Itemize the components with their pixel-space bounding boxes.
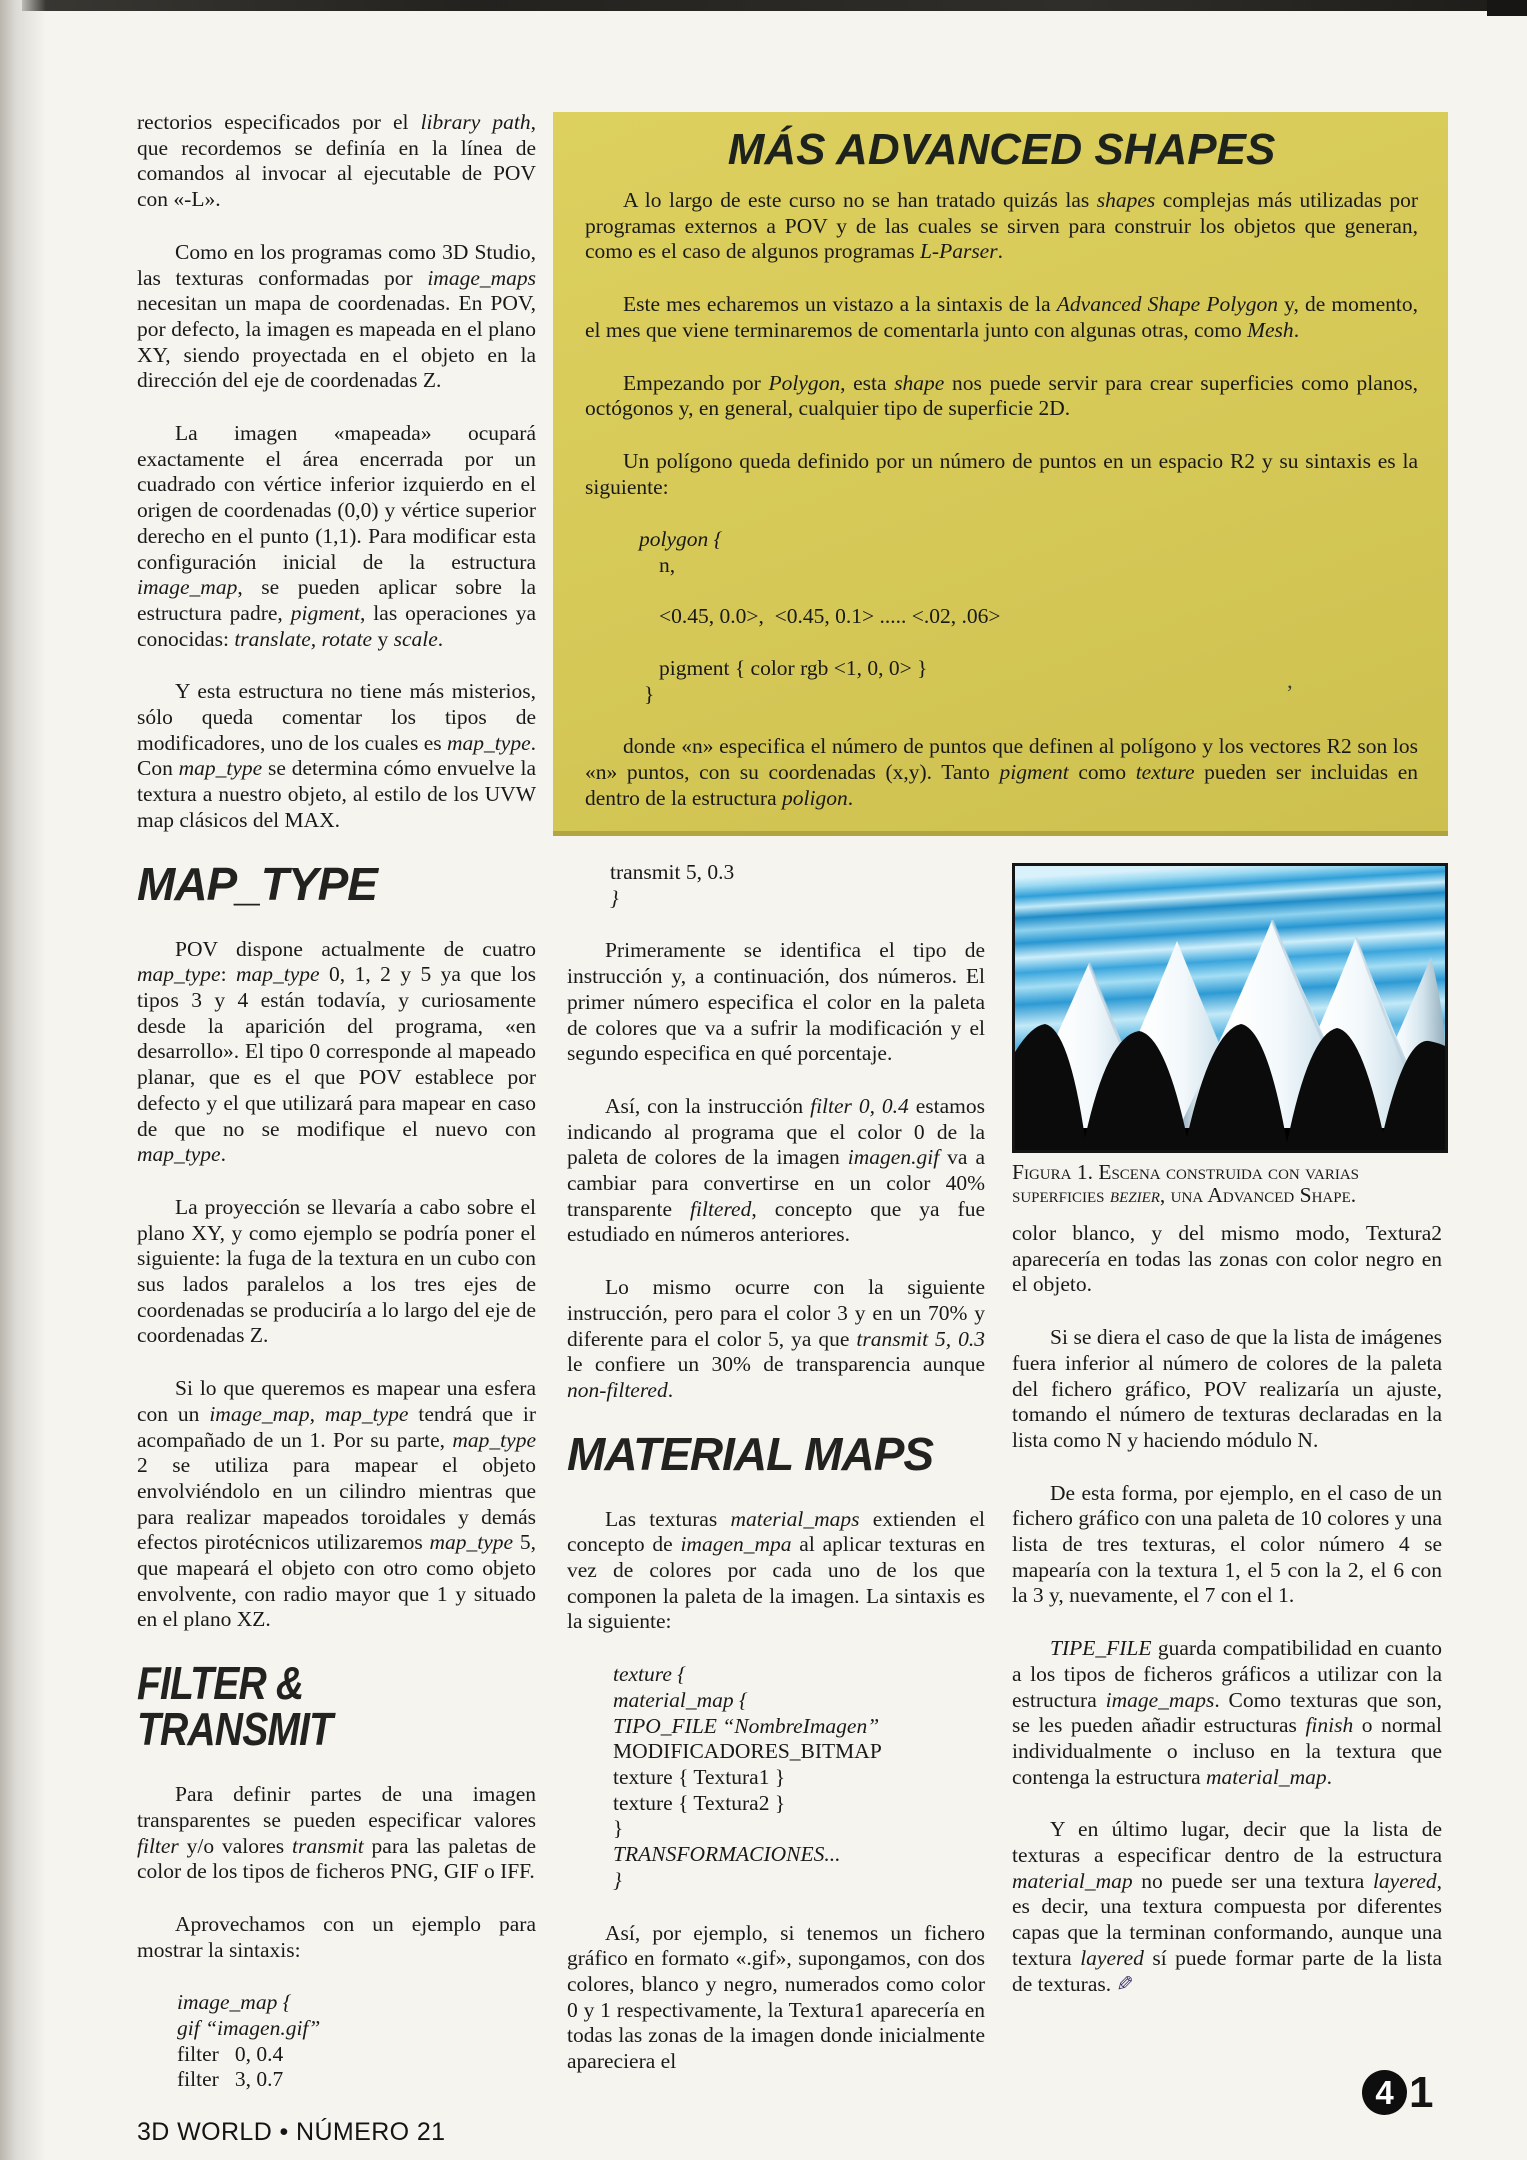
code-transmit: [567, 860, 985, 911]
paragraph: Si lo que queremos es mapear una esfera con un image_map, map_type tendrá que ir acompañado de un 1. Por su parte, map_type 2 se utiliza para mapear el objeto envolviéndolo en un cilindro mientras que para realizar mapeados toroidales y demás efectos pirotécnicos utilizaremos map_type 5, que mapeará el objeto con otro como objeto envolvente, con radio mayor que 1 y situado en el plano XZ.: [137, 1376, 537, 1632]
paragraph: Así, con la instrucción filter 0, 0.4 estamos indicando al programa que el color 0 de la paleta de colores de la imagen imagen.gif va a cambiar para convertirse en un color 40% transparente filtered, concepto que ya fue estudiado en números anteriores.: [567, 1093, 986, 1247]
paragraph: Primeramente se identifica el tipo de instrucción y, a continuación, dos números. El primer número especifica el color en la paleta de colores que va a sufrir la modificación y el segundo especifica en qué porcentaje.: [567, 938, 985, 1066]
paragraph: Empezando por Polygon, esta shape nos puede servir para crear superficies como planos, octógonos y, en general, cualquier tipo de superficie 2D.: [585, 370, 1418, 421]
box-title: MÁS ADVANCED SHAPES: [727, 125, 1276, 174]
paragraph: Aprovechamos con un ejemplo para mostrar la sintaxis:: [137, 1911, 536, 1962]
code-line: transmit 5, 0.3: [610, 860, 735, 884]
heading-filter-transmit: FILTER & TRANSMIT: [137, 1657, 333, 1756]
code-line: polygon {: [639, 527, 723, 552]
code-line-blank: [639, 630, 1418, 656]
footer-magazine-name: 3D WORLD • NÚMERO 21: [137, 2118, 446, 2147]
page-number-digit: 1: [1409, 2067, 1434, 2117]
paragraph: Este mes echaremos un vistazo a la sintaxis de la Advanced Shape Polygon y, de momento, el mes que viene terminaremos de comentarla junto con algunas otras, como Mesh.: [585, 292, 1419, 342]
paragraph: Lo mismo ocurre con la siguiente instrucción, pero para el color 3 y en un 70% y diferente para el color 5, ya que transmit 5, 0.3 le confiere un 30% de transparencia aunque non-filtered.: [567, 1275, 986, 1402]
figure-1: [1012, 863, 1442, 1153]
code-line: texture {: [613, 1662, 686, 1687]
paragraph: POV dispone actualmente de cuatro map_type: map_type 0, 1, 2 y 5 ya que los tipos 3 y 4 están todavía, y curiosamente desde la aparición del programa, «en desarrollo». El tipo 0 corresponde al mapeado planar, que es el que POV establece por defecto y el que utilizará para mapear en caso de que no se modifique el nuevo con map_type.: [137, 936, 536, 1167]
code-line-blank: [639, 579, 1418, 605]
scan-edge-corner: [1487, 0, 1527, 16]
right-column: [1012, 863, 1442, 2024]
paragraph: Para definir partes de una imagen transparentes se pueden especificar valores filter y/o valores transmit para las paletas de color de los tipos de ficheros PNG, GIF o IFF.: [137, 1782, 536, 1884]
heading-material-maps: MATERIAL MAPS: [567, 1427, 934, 1480]
paragraph: Y esta estructura no tiene más misterios, sólo queda comentar los tipos de modificadores, uno de los cuales es map_type. Con map_type se determina cómo envuelve la textura a nuestro objeto, al estilo de los UVW map clásicos del MAX.: [137, 679, 536, 832]
code-line: filter 0, 0.4: [177, 2041, 284, 2066]
code-line: pigment { color rgb <1, 0, 0> }: [659, 655, 928, 680]
paragraph: rectorios especificados por el library path, que recordemos se definía en la línea de comandos al invocar al ejecutable de POV con «-L».: [137, 110, 536, 212]
code-material-map: [567, 1662, 985, 1893]
code-line: MODIFICADORES_BITMAP: [613, 1739, 882, 1764]
paragraph: Así, por ejemplo, si tenemos un fichero gráfico en formato «.gif», supongamos, con dos colores, blanco y negro, numerados como color 0 y 1 respectivamente, la Textura1 aparecería en todas las zonas de la imagen donde inicialmente apareciera el: [567, 1920, 985, 2074]
scan-edge-left: [0, 0, 46, 2160]
paragraph: TIPE_FILE guarda compatibilidad en cuanto a los tipos de ficheros gráficos a utilizar con la estructura image_maps. Como texturas que son, se les pueden añadir estructuras finish o normal individualmente o incluso en la textura que contenga la estructura material_map.: [1012, 1636, 1442, 1789]
code-line: <0.45, 0.0>, <0.45, 0.1> ..... <.02, .06>: [659, 604, 1001, 629]
paragraph: A lo largo de este curso no se han tratado quizás las shapes complejas más utilizadas por programas externos a POV y de las cuales se sirven para construir los objetos que generan, como es el caso de algunos programas L-Parser.: [585, 188, 1418, 264]
paragraph: donde «n» especifica el número de puntos que definen al polígono y los vectores R2 son los «n» puntos, con su coordenadas (x,y). Tanto pigment como texture pueden ser incluidas en dentro de la estructura poligon.: [585, 734, 1418, 810]
code-line: TIPO_FILE “NombreImagen”: [613, 1713, 880, 1738]
code-line: }: [613, 1867, 622, 1892]
figure-1-caption: Figura 1. Escena construida con varias superficies bezier, una Advanced Shape.: [1012, 1160, 1360, 1207]
code-line: image_map {: [177, 1990, 292, 2015]
code-image-map: [137, 1990, 536, 2093]
paragraph: Como en los programas como 3D Studio, las texturas conformadas por image_maps necesitan un mapa de coordenadas. En POV, por defecto, la imagen es mapeada en el plano XY, siendo proyectada en el objeto en la dirección del eje de coordenadas Z.: [137, 239, 536, 393]
code-line: TRANSFORMACIONES...: [613, 1842, 841, 1867]
page-number: [1362, 2067, 1434, 2117]
code-line: texture { Textura1 }: [613, 1764, 786, 1789]
paragraph: De esta forma, por ejemplo, en el caso de un fichero gráfico con una paleta de 10 colores y una lista de tres texturas, el color número 4 se mapearía con la textura 1, el 5 con la 2, el 6 con la 3 y, nuevamente, el 7 con el 1.: [1012, 1480, 1442, 1608]
code-line: }: [613, 1816, 624, 1841]
paragraph: color blanco, y del mismo modo, Textura2 aparecería en todas las zonas con color negro en el objeto.: [1012, 1221, 1442, 1297]
code-line: gif “imagen.gif”: [177, 2016, 321, 2041]
code-line: n,: [659, 553, 676, 578]
scan-edge-top: [22, 0, 1527, 11]
paragraph: Y en último lugar, decir que la lista de texturas a especificar dentro de la estructura material_map no puede ser una textura layered, es decir, una textura compuesta por diferentes capas que la terminan conformando, aunque una textura layered sí puede formar parte de la lista de texturas. ✎: [1012, 1817, 1443, 1996]
scan-speck: ’: [1286, 680, 1294, 705]
middle-column: [567, 860, 985, 2102]
code-line: filter 3, 0.7: [177, 2067, 284, 2092]
page-number-circle: 4: [1362, 2070, 1407, 2115]
paragraph: Un polígono queda definido por un número de puntos en un espacio R2 y su sintaxis es la siguiente:: [585, 448, 1418, 499]
paragraph: La imagen «mapeada» ocupará exactamente el área encerrada por un cuadrado con vértice inferior izquierdo en el origen de coordenadas (0,0) y vértice superior derecho en el punto (1,1). Para modificar esta configuración inicial de la estructura image_map, se pueden aplicar sobre la estructura padre, pigment, las operaciones ya conocidas: translate, rotate y scale.: [137, 421, 536, 651]
heading-map-type: MAP_TYPE: [137, 857, 377, 910]
figure-1-render: [1012, 863, 1448, 1153]
paragraph: La proyección se llevaría a cabo sobre el plano XY, y como ejemplo se podría poner el siguiente: la fuga de la textura en un cubo con sus lados paralelos a los tres ejes de coordenadas se produciría a lo largo del eje de coordenadas Z.: [137, 1194, 536, 1348]
paragraph: Las texturas material_maps extienden el concepto de imagen_mpa al aplicar texturas en vez de colores por cada uno de los que componen la paleta de la imagen. La sintaxis es la siguiente:: [567, 1506, 985, 1634]
code-line: }: [610, 885, 619, 910]
sidebar-box-advanced-shapes: [553, 112, 1448, 836]
code-line: texture { Textura2 }: [613, 1790, 786, 1815]
code-line: material_map {: [613, 1687, 748, 1712]
code-line: }: [644, 681, 655, 706]
paragraph: Si se diera el caso de que la lista de imágenes fuera inferior al número de colores de la paleta del fichero gráfico, POV realizaría un ajuste, tomando el número de texturas declaradas en la lista como N y haciendo módulo N.: [1012, 1325, 1442, 1452]
left-column: [137, 110, 536, 2146]
